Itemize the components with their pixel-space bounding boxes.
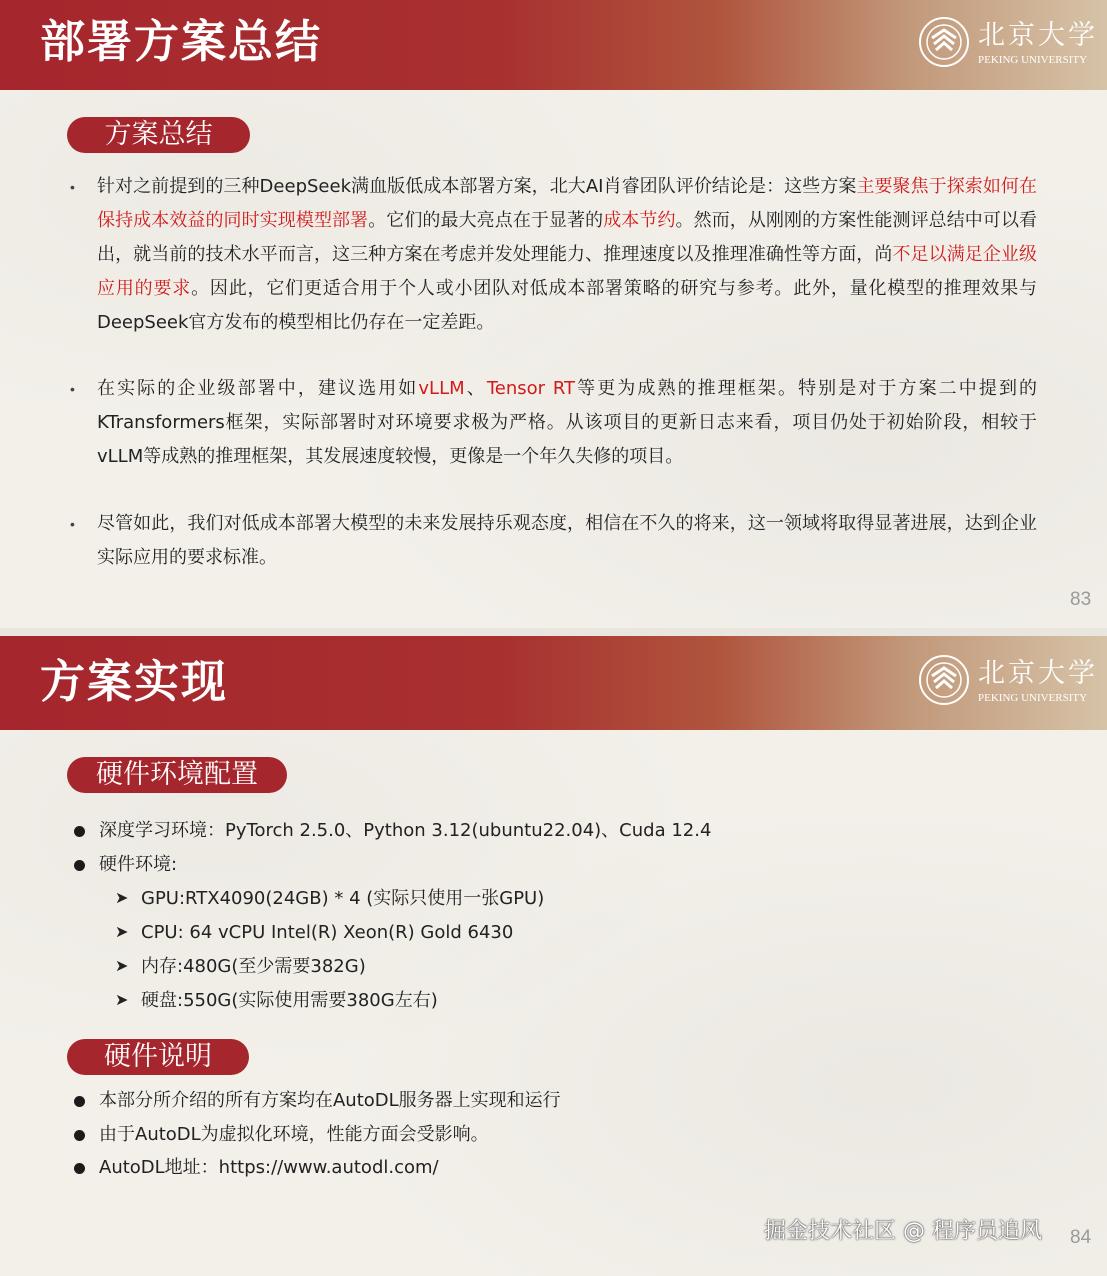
logo-text-cn: 北京大学: [978, 20, 1098, 51]
bullet-marker: [74, 860, 85, 871]
summary-paragraph-2: [97, 372, 1037, 474]
pku-seal-icon: [918, 16, 970, 68]
bullet-marker: •: [70, 516, 75, 532]
watermark: 掘金技术社区 @ 程序员追风: [764, 1219, 1042, 1244]
env-item-hw: 硬件环境:: [99, 854, 178, 875]
body-text: 尽管如此，我们对低成本部署大模型的未来发展持乐观态度，相信在不久的将来，这一领域将取得显著进展，达到企业实际应用的要求标准。: [97, 513, 1037, 568]
logo-text-en: PEKING UNIVERSITY: [978, 692, 1088, 704]
body-text: 、: [464, 378, 487, 399]
bullet-marker: [74, 1096, 85, 1107]
body-text: 。因此，它们更适合用于个人或小团队对低成本部署策略的研究与参考。此外，量化模型的推理效果与DeepSeek官方发布的模型相比仍存在一定差距。: [97, 278, 1038, 333]
section-label-hardware-notes: 硬件说明: [67, 1039, 249, 1075]
bullet-marker: [74, 1130, 85, 1141]
body-text: 在实际的企业级部署中，建议选用如: [97, 378, 419, 399]
body-text: 针对之前提到的三种DeepSeek满血版低成本部署方案，北大AI肖睿团队评价结论是：这些方案: [97, 176, 857, 197]
section-label-summary: 方案总结: [67, 117, 250, 153]
slide-header: [0, 0, 1107, 90]
summary-paragraph-3: [97, 507, 1037, 575]
hw-cpu: CPU: 64 vCPU Intel(R) Xeon(R) Gold 6430: [141, 922, 514, 943]
note-autodl-url: AutoDL地址：https://www.autodl.com/: [99, 1157, 439, 1178]
slide-title: 方案实现: [40, 655, 229, 708]
pku-seal-icon: [918, 654, 970, 706]
logo-text-en: PEKING UNIVERSITY: [978, 54, 1088, 66]
body-text: 等更为成熟的推理框架。特别是对于方案二中提到的KTransformers框架，实际部署时对环境要求极为严格。从该项目的更新日志来看，项目仍处于初始阶段，相较于vLLM等成熟的推理框架，其发展速度较慢，更像是一个年久失修的项目。: [97, 378, 1038, 467]
bullet-marker: •: [70, 179, 75, 195]
highlight-text: 主要聚焦于探索如何在保持成本效益的同时实现模型部署: [97, 176, 1037, 231]
highlight-text: 不足以满足企业级应用的要求: [97, 244, 1038, 299]
page-number: 84: [1070, 1227, 1092, 1248]
arrow-marker: ➤: [115, 924, 129, 941]
highlight-text: vLLM: [418, 378, 465, 399]
page-number: 83: [1070, 589, 1092, 610]
highlight-text: Tensor RT: [486, 378, 576, 399]
bullet-marker: [74, 1163, 85, 1174]
section-label-hardware-config: 硬件环境配置: [67, 757, 287, 793]
body-text: 。然而，从刚刚的方案性能测评总结中可以看出，就当前的技术水平而言，这三种方案在考虑并发处理能力、推理速度以及推理准确性等方面，尚: [97, 210, 1038, 265]
note-autodl-platform: 本部分所介绍的所有方案均在AutoDL服务器上实现和运行: [99, 1090, 561, 1111]
logo-text-cn: 北京大学: [978, 658, 1098, 689]
slide-title: 部署方案总结: [40, 15, 323, 68]
hw-gpu: GPU:RTX4090(24GB) * 4 (实际只使用一张GPU): [141, 888, 545, 909]
env-item-dl: 深度学习环境：PyTorch 2.5.0、Python 3.12(ubuntu22.04)、Cuda 12.4: [99, 820, 712, 841]
bullet-marker: •: [70, 381, 75, 397]
bullet-marker: [74, 826, 85, 837]
body-text: 。它们的最大亮点在于显著的: [368, 210, 604, 231]
arrow-marker: ➤: [115, 958, 129, 975]
note-virtualization: 由于AutoDL为虚拟化环境，性能方面会受影响。: [99, 1124, 489, 1145]
university-logo: [918, 654, 1098, 710]
slide-84: [0, 636, 1107, 1276]
highlight-text: 成本节约: [603, 210, 676, 231]
slide-83: [0, 0, 1107, 628]
hw-disk: 硬盘:550G(实际使用需要380G左右): [141, 990, 438, 1011]
summary-paragraph-1: [97, 170, 1037, 340]
arrow-marker: ➤: [115, 992, 129, 1009]
slide-header: [0, 636, 1107, 730]
arrow-marker: ➤: [115, 890, 129, 907]
hw-memory: 内存:480G(至少需要382G): [141, 956, 366, 977]
university-logo: [918, 16, 1098, 72]
